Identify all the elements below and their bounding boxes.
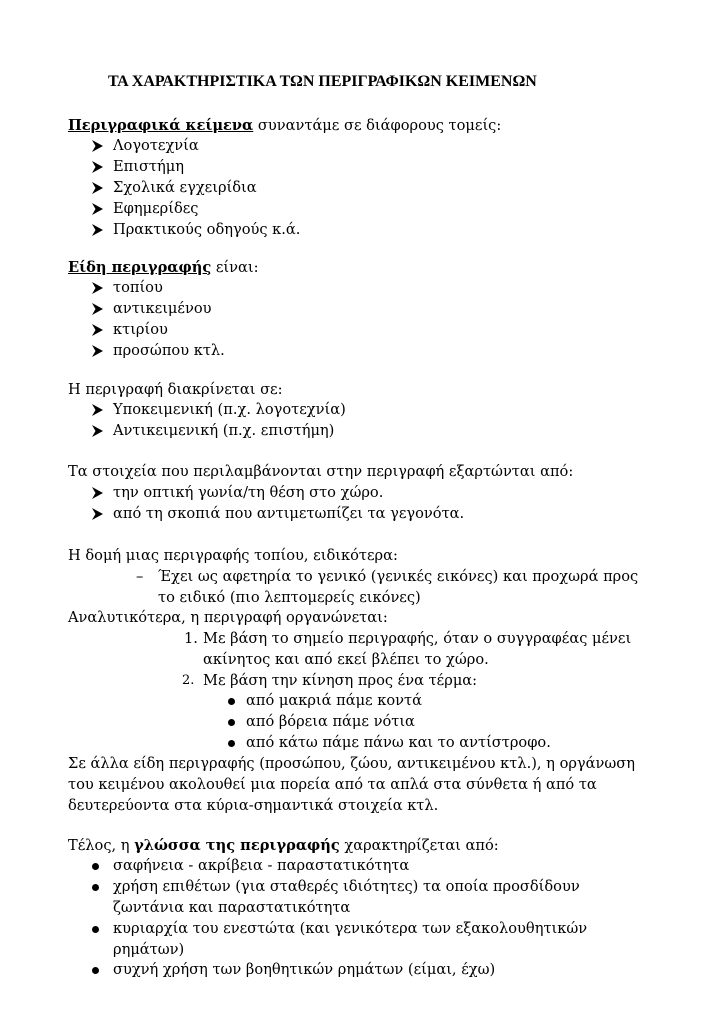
language-item-3-line-2: ρημάτων) bbox=[113, 941, 185, 958]
section-6-lead bbox=[68, 836, 499, 856]
language-item-2-line-2: ζωντάνια και παραστατικότητα bbox=[113, 899, 351, 916]
section-4-lead: Τα στοιχεία που περιλαμβάνονται στην περιγραφή εξαρτώνται από: bbox=[68, 463, 574, 480]
section-2-lead-bold: Είδη περιγραφής bbox=[68, 259, 212, 276]
section-2-list-item: προσώπου κτλ. bbox=[113, 342, 225, 359]
arrow-bullet-icon bbox=[92, 303, 103, 315]
bullet-dot-icon bbox=[92, 863, 99, 870]
bullet-dot-icon bbox=[92, 884, 99, 891]
bullet-dot-icon bbox=[92, 967, 99, 974]
language-item-4: συχνή χρήση των βοηθητικών ρημάτων (είμαι, έχω) bbox=[113, 961, 496, 978]
section-2-list-item: κτιρίου bbox=[113, 321, 168, 338]
bullet-dot-icon bbox=[92, 926, 99, 933]
section-6-lead-pre: Τέλος, η bbox=[68, 837, 135, 854]
arrow-bullet-icon bbox=[92, 282, 103, 294]
section-6-lead-bold: γλώσσα της περιγραφής bbox=[134, 837, 340, 854]
section-3-list-item: Αντικειμενική (π.χ. επιστήμη) bbox=[113, 422, 335, 439]
paragraph-line-1: Σε άλλα είδη περιγραφής (προσώπου, ζώου, αντικειμένου κτλ.), η οργάνωση bbox=[68, 755, 635, 772]
section-1-list-item: Επιστήμη bbox=[113, 158, 184, 175]
numbered-item-1-line-1: Με βάση το σημείο περιγραφής, όταν ο συγγραφέας μένει bbox=[203, 630, 632, 647]
arrow-bullet-icon bbox=[92, 487, 103, 499]
section-2-lead bbox=[68, 258, 259, 278]
dash-marker: – bbox=[136, 568, 144, 585]
sub-bullet-item: από βόρεια πάμε νότια bbox=[246, 713, 415, 730]
section-5-lead-2: Αναλυτικότερα, η περιγραφή οργανώνεται: bbox=[68, 609, 388, 626]
section-1-list-item: Πρακτικούς οδηγούς κ.ά. bbox=[113, 221, 301, 238]
page-title: ΤΑ ΧΑΡΑΚΤΗΡΙΣΤΙΚΑ ΤΩΝ ΠΕΡΙΓΡΑΦΙΚΩΝ ΚΕΙΜΕΝΩΝ bbox=[108, 73, 537, 90]
section-1-lead-bold: Περιγραφικά κείμενα bbox=[68, 117, 254, 134]
numbered-marker-1: 1. bbox=[184, 630, 198, 647]
arrow-bullet-icon bbox=[92, 224, 103, 236]
arrow-bullet-icon bbox=[92, 161, 103, 173]
section-1-list-item: Σχολικά εγχειρίδια bbox=[113, 179, 257, 196]
section-1-lead bbox=[68, 116, 501, 136]
section-1-list-item: Εφημερίδες bbox=[113, 200, 199, 217]
paragraph-line-2: του κειμένου ακολουθεί μια πορεία από τα απλά στα σύνθετα ή από τα bbox=[68, 776, 597, 793]
arrow-bullet-icon bbox=[92, 425, 103, 437]
section-4-list-item: την οπτική γωνία/τη θέση στο χώρο. bbox=[113, 484, 384, 501]
section-2-list-item: τοπίου bbox=[113, 279, 163, 296]
section-4-list-item: από τη σκοπιά που αντιμετωπίζει τα γεγονότα. bbox=[113, 505, 465, 522]
section-2-list-item: αντικειμένου bbox=[113, 300, 212, 317]
numbered-item-1-line-2: ακίνητος και από εκεί βλέπει το χώρο. bbox=[203, 651, 489, 668]
language-item-1: σαφήνεια - ακρίβεια - παραστατικότητα bbox=[113, 857, 410, 874]
numbered-marker-2: 2. bbox=[182, 673, 195, 688]
bullet-dot-icon bbox=[228, 719, 235, 726]
section-3-list-item: Υποκειμενική (π.χ. λογοτεχνία) bbox=[113, 401, 346, 418]
section-6-lead-post: χαρακτηρίζεται από: bbox=[339, 837, 499, 854]
arrow-bullet-icon bbox=[92, 404, 103, 416]
bullet-dot-icon bbox=[228, 698, 235, 705]
language-item-3-line-1: κυριαρχία του ενεστώτα (και γενικότερα των εξακολουθητικών bbox=[113, 920, 588, 937]
sub-bullet-item: από κάτω πάμε πάνω και το αντίστροφο. bbox=[246, 734, 551, 751]
dash-item-line-2: το ειδικό (πιο λεπτομερείς εικόνες) bbox=[158, 589, 421, 606]
arrow-bullet-icon bbox=[92, 508, 103, 520]
paragraph-line-3: δευτερεύοντα στα κύρια-σημαντικά στοιχεία κτλ. bbox=[68, 797, 439, 814]
numbered-item-2-line-1: Με βάση την κίνηση προς ένα τέρμα: bbox=[203, 672, 478, 689]
section-1-lead-rest: συναντάμε σε διάφορους τομείς: bbox=[253, 117, 502, 134]
arrow-bullet-icon bbox=[92, 140, 103, 152]
section-1-list-item: Λογοτεχνία bbox=[113, 137, 199, 154]
section-5-lead: Η δομή μιας περιγραφής τοπίου, ειδικότερα: bbox=[68, 547, 398, 564]
arrow-bullet-icon bbox=[92, 182, 103, 194]
language-item-2-line-1: χρήση επιθέτων (για σταθερές ιδιότητες) τα οποία προσδίδουν bbox=[113, 878, 580, 895]
arrow-bullet-icon bbox=[92, 324, 103, 336]
arrow-bullet-icon bbox=[92, 203, 103, 215]
section-2-lead-rest: είναι: bbox=[211, 259, 259, 276]
dash-item-line-1: Έχει ως αφετηρία το γενικό (γενικές εικόνες) και προχωρά προς bbox=[158, 568, 639, 585]
sub-bullet-item: από μακριά πάμε κοντά bbox=[246, 692, 422, 709]
bullet-dot-icon bbox=[228, 740, 235, 747]
section-3-lead: Η περιγραφή διακρίνεται σε: bbox=[68, 381, 283, 398]
arrow-bullet-icon bbox=[92, 345, 103, 357]
